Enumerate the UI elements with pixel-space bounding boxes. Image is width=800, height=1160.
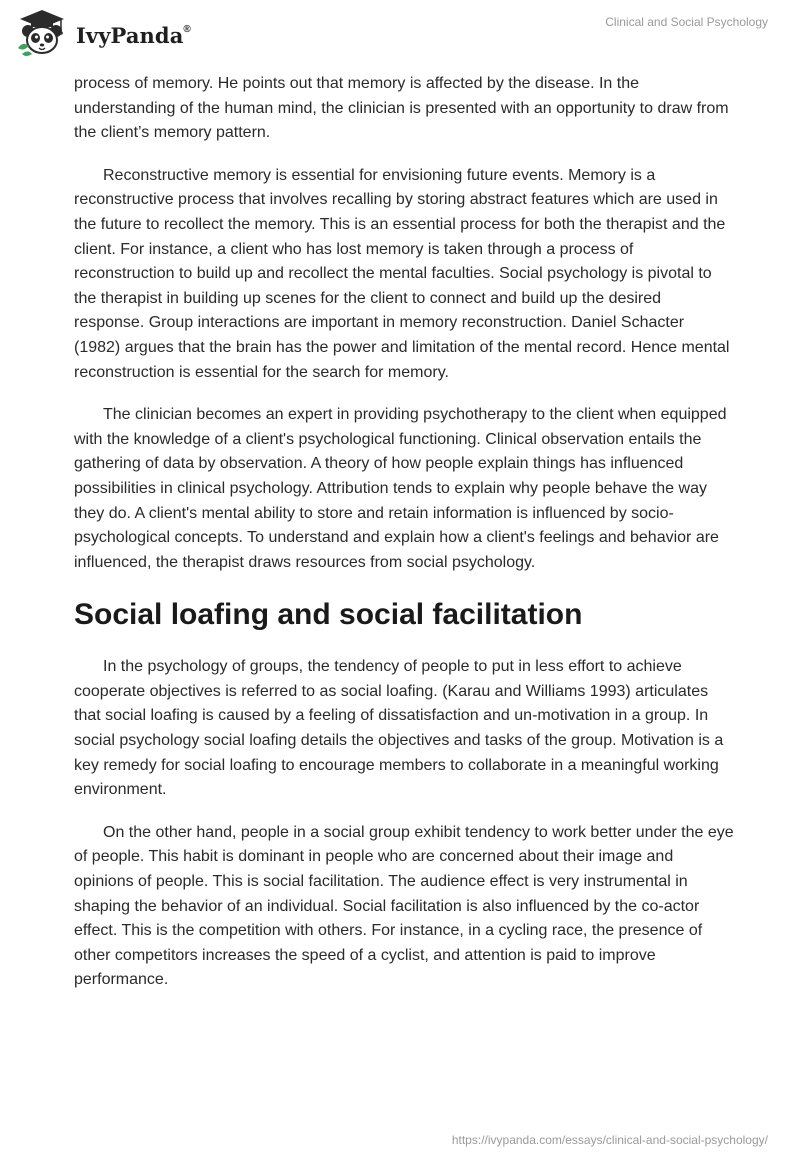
document-title: Clinical and Social Psychology [605,15,768,29]
registered-mark: ® [183,23,191,35]
source-url[interactable]: https://ivypanda.com/essays/clinical-and-social-psychology/ [451,1133,768,1147]
section-heading: Social loafing and social facilitation [74,598,583,632]
paragraph-continued: process of memory. He points out that memory is affected by the disease. In the understanding of the human mind, the clinician is presented with an opportunity to draw from the client’s memory pattern. [74,75,729,142]
page-header [0,0,800,70]
essay-content [74,72,734,1011]
paragraph-reconstructive-memory: Reconstructive memory is essential for envisioning future events. Memory is a reconstructive process that involves recalling by storing abstract features which are used in the future to recollect the memory. This is an essential process for both the therapist and the client. For instance, a client who has lost memory is taken through a process of reconstruction to build up and recollect the mental faculties. Social psychology is pivotal to the therapist in building up scenes for the client to connect and build up the desired response. Group interactions are important in memory reconstruction. Daniel Schacter (1982) argues that the brain has the power and limitation of the mental record. Hence mental reconstruction is essential for the search for memory. [74,166,730,381]
brand-name: IvyPanda® [76,22,191,48]
paragraph-social-facilitation: On the other hand, people in a social group exhibit tendency to work better under the eye of people. This habit is dominant in people who are concerned about their image and opinions of people. This is social facilitation. The audience effect is very instrumental in shaping the behavior of an individual. Social facilitation is also influenced by the co-actor effect. This is the competition with others. For instance, in a cycling race, the presence of other competitors increases the speed of a cyclist, and attention is paid to improve performance. [74,823,734,989]
panda-graduate-logo-icon [14,8,70,58]
ivypanda-logo[interactable] [14,8,191,58]
paragraph-clinician-expertise: The clinician becomes an expert in providing psychotherapy to the client when equipped with the knowledge of a client's psychological functioning. Clinical observation entails the gathering of data by observation. A theory of how people explain things has influenced possibilities in clinical psychology. Attribution tends to explain why people behave the way they do. A client's mental ability to store and retain information is influenced by socio-psychological concepts. To understand and explain how a client's feelings and behavior are influenced, the therapist draws resources from social psychology. [74,406,727,571]
paragraph-social-loafing: In the psychology of groups, the tendency of people to put in less effort to achieve cooperate objectives is referred to as social loafing. (Karau and Williams 1993) articulates that social loafing is caused by a feeling of dissatisfaction and un-motivation in a group. In social psychology social loafing details the objectives and tasks of the group. Motivation is a key remedy for social loafing to encourage members to collaborate in a meaningful working environment. [74,658,724,799]
